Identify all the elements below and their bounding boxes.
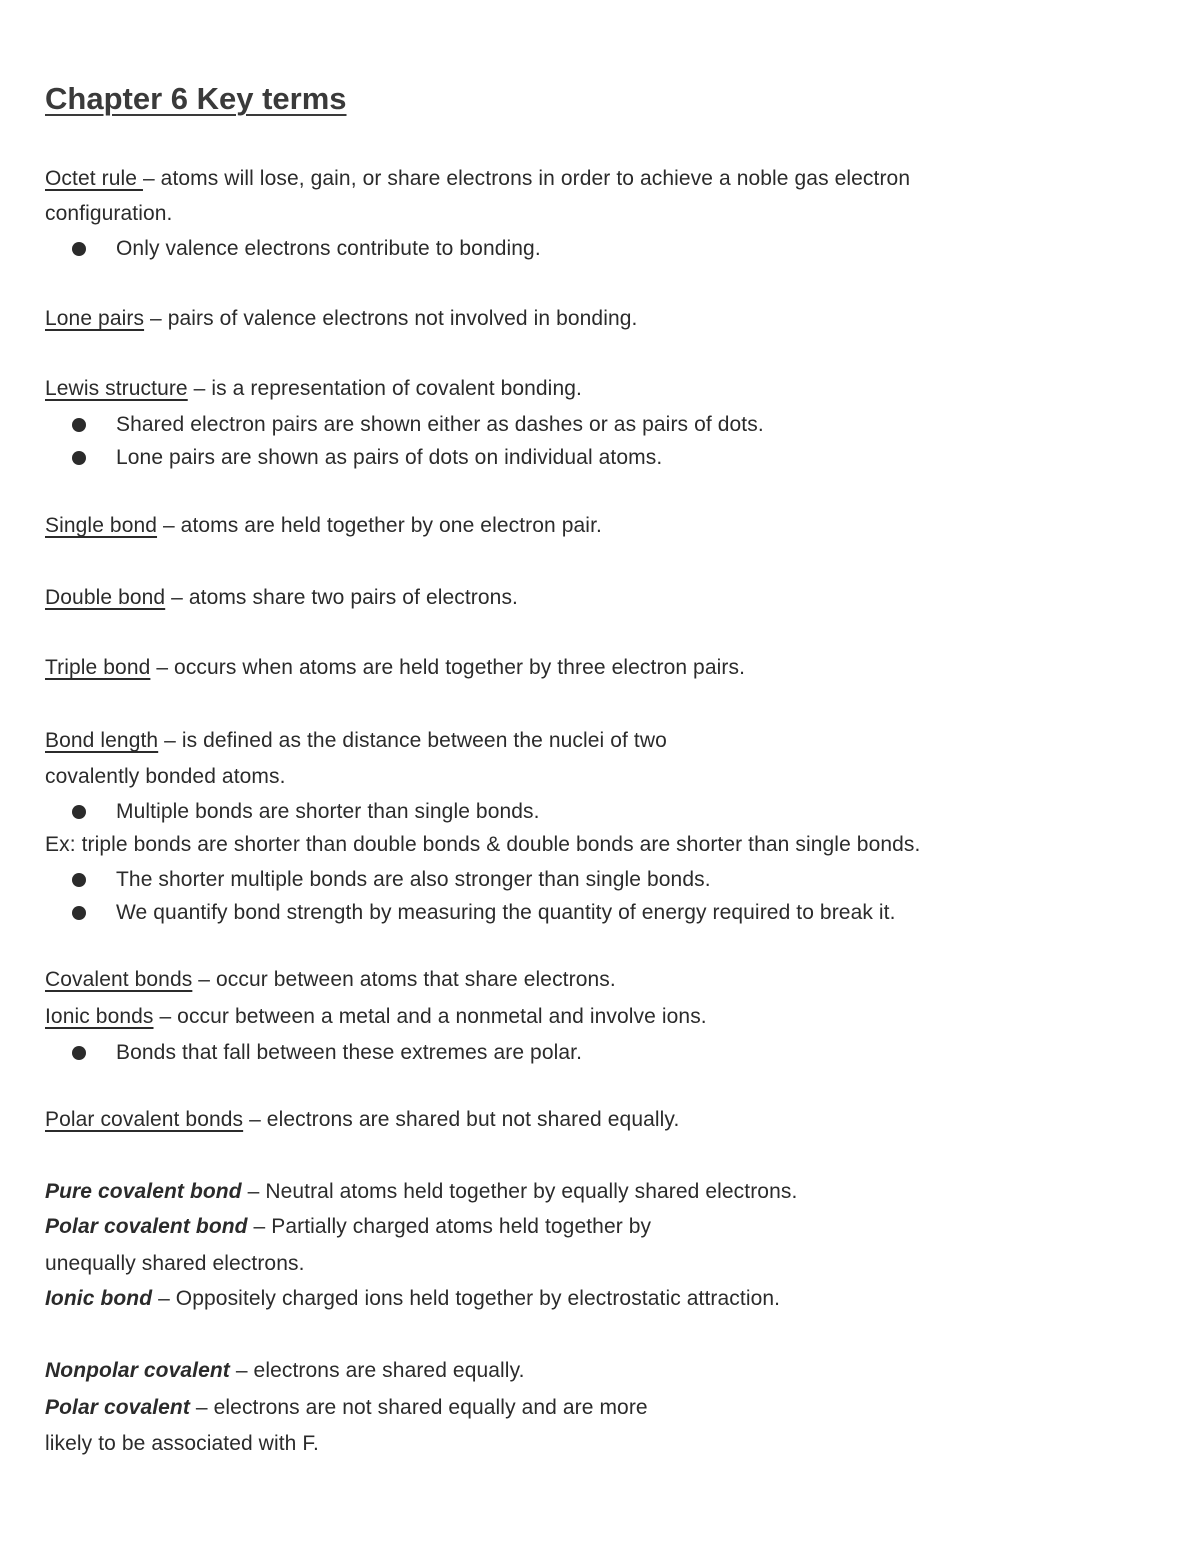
covalent-bonds-term: Covalent bonds xyxy=(45,968,193,991)
ionic-bond-term: Ionic bond xyxy=(45,1287,153,1310)
bond-length-entry xyxy=(45,727,667,755)
pure-covalent-bond-term: Pure covalent bond xyxy=(45,1180,242,1203)
lewis-structure-term: Lewis structure xyxy=(45,377,188,400)
polar-covalent-bond-continuation: unequally shared electrons. xyxy=(45,1252,305,1275)
bullet-dot xyxy=(72,805,86,819)
polar-covalent-bond-term: Polar covalent bond xyxy=(45,1215,248,1238)
octet-rule-term: Octet rule xyxy=(45,167,143,190)
polar-covalent-term: Polar covalent xyxy=(45,1396,190,1419)
pure-covalent-bond-entry xyxy=(45,1178,797,1206)
bond-length-term: Bond length xyxy=(45,729,159,752)
lewis-structure-definition: – is a representation of covalent bonding. xyxy=(187,377,582,400)
triple-bond-term: Triple bond xyxy=(45,656,151,679)
double-bond-definition: – atoms share two pairs of electrons. xyxy=(165,586,518,609)
covalent-bonds-definition: – occur between atoms that share electrons. xyxy=(192,968,616,991)
lone-pairs-definition: – pairs of valence electrons not involved in bonding. xyxy=(144,307,638,330)
triple-bond-definition: – occurs when atoms are held together by three electron pairs. xyxy=(150,656,746,679)
ionic-bonds-entry xyxy=(45,1003,707,1031)
bond-length-bullet: Multiple bonds are shorter than single bonds. xyxy=(116,800,540,823)
ionic-bonds-definition: – occur between a metal and a nonmetal and involve ions. xyxy=(153,1005,707,1028)
polar-covalent-bond-definition: – Partially charged atoms held together by xyxy=(247,1215,652,1238)
single-bond-definition: – atoms are held together by one electron pair. xyxy=(157,514,602,537)
bond-length-bullet: We quantify bond strength by measuring the quantity of energy required to break it. xyxy=(116,901,896,924)
lewis-structure-entry xyxy=(45,375,582,403)
single-bond-term: Single bond xyxy=(45,514,158,537)
single-bond-entry xyxy=(45,512,602,540)
lewis-structure-bullet: Lone pairs are shown as pairs of dots on individual atoms. xyxy=(116,446,663,469)
bond-length-continuation: covalently bonded atoms. xyxy=(45,765,286,788)
polar-covalent-entry xyxy=(45,1394,648,1422)
polar-covalent-bonds-term: Polar covalent bonds xyxy=(45,1108,244,1131)
lone-pairs-entry xyxy=(45,305,637,333)
bullet-dot xyxy=(72,451,86,465)
octet-rule-bullet: Only valence electrons contribute to bonding. xyxy=(116,237,541,260)
polar-covalent-bonds-definition: – electrons are shared but not shared equally. xyxy=(243,1108,680,1131)
ionic-bond-definition: – Oppositely charged ions held together by electrostatic attraction. xyxy=(152,1287,781,1310)
bullet-dot xyxy=(72,418,86,432)
polar-covalent-definition: – electrons are not shared equally and are more xyxy=(189,1396,648,1419)
bullet-dot xyxy=(72,906,86,920)
double-bond-term: Double bond xyxy=(45,586,166,609)
ionic-bonds-term: Ionic bonds xyxy=(45,1005,154,1028)
triple-bond-entry xyxy=(45,654,745,682)
bond-length-definition: – is defined as the distance between the nuclei of two xyxy=(158,729,667,752)
octet-rule-definition: – atoms will lose, gain, or share electrons in order to achieve a noble gas electron xyxy=(142,167,911,190)
nonpolar-covalent-definition: – electrons are shared equally. xyxy=(229,1359,525,1382)
ionic-bonds-bullet: Bonds that fall between these extremes are polar. xyxy=(116,1041,583,1064)
double-bond-entry xyxy=(45,584,518,612)
page-title: Chapter 6 Key terms xyxy=(45,81,347,116)
lone-pairs-term: Lone pairs xyxy=(45,307,145,330)
ionic-bond-entry xyxy=(45,1285,780,1313)
bond-length-example: Ex: triple bonds are shorter than double bonds & double bonds are shorter than single bonds. xyxy=(45,833,921,856)
octet-rule-entry xyxy=(45,165,910,193)
polar-covalent-continuation: likely to be associated with F. xyxy=(45,1432,319,1455)
bullet-dot xyxy=(72,873,86,887)
nonpolar-covalent-term: Nonpolar covalent xyxy=(45,1359,230,1382)
nonpolar-covalent-entry xyxy=(45,1357,525,1385)
bullet-dot xyxy=(72,242,86,256)
bullet-dot xyxy=(72,1046,86,1060)
lewis-structure-bullet: Shared electron pairs are shown either as dashes or as pairs of dots. xyxy=(116,413,764,436)
polar-covalent-bonds-entry xyxy=(45,1106,679,1134)
covalent-bonds-entry xyxy=(45,966,616,994)
pure-covalent-bond-definition: – Neutral atoms held together by equally shared electrons. xyxy=(241,1180,798,1203)
octet-rule-continuation: configuration. xyxy=(45,202,173,225)
polar-covalent-bond-entry xyxy=(45,1213,651,1241)
bond-length-bullet: The shorter multiple bonds are also stronger than single bonds. xyxy=(116,868,711,891)
